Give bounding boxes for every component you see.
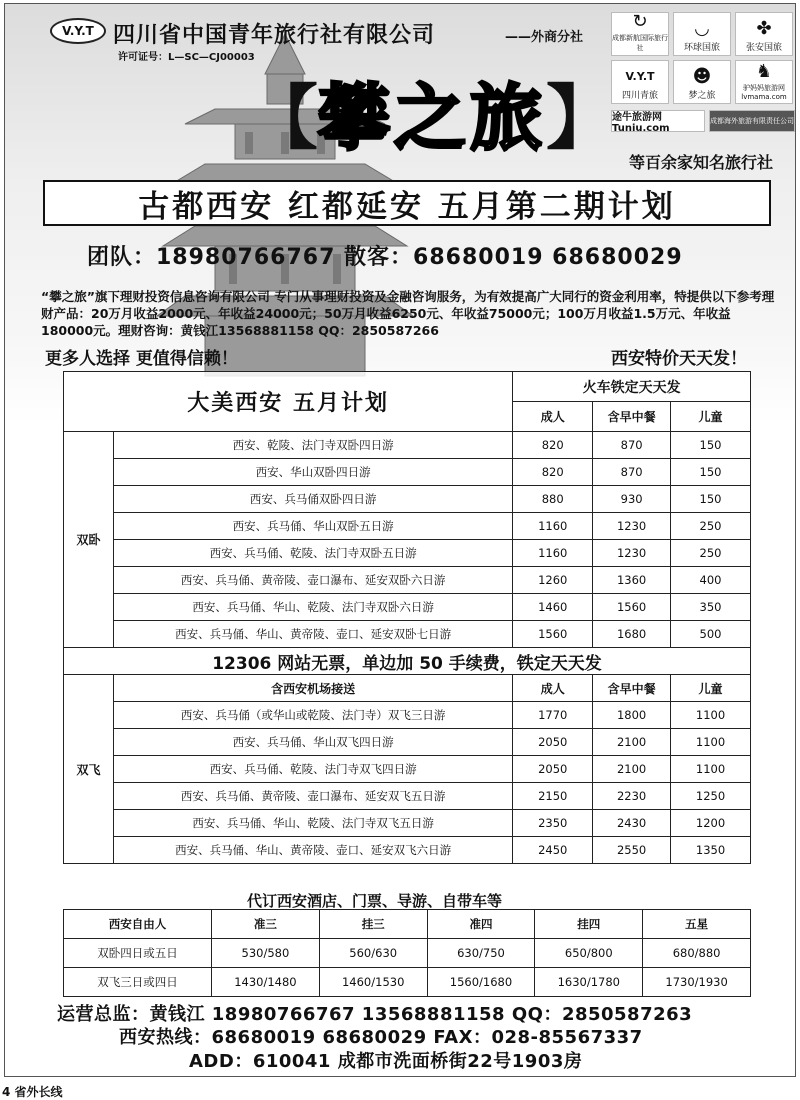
route-cell: 西安、兵马俑（或华山或乾陵、法门寺）双飞三日游: [113, 702, 512, 729]
price-meal: 1230: [593, 513, 671, 540]
hotel-cell: 530/580: [212, 939, 320, 968]
hotel-header-cell: 准四: [427, 910, 535, 939]
company-logo: V.Y.T: [50, 18, 106, 44]
footer-director: 运营总监：黄钱江 18980766767 13568881158 QQ：2850587263: [57, 1004, 693, 1025]
group-label-sleeper: 双卧: [64, 432, 114, 648]
price-child: 500: [671, 621, 751, 648]
panda-icon: ☻: [692, 66, 712, 87]
price-adult: 880: [513, 486, 593, 513]
price-meal: 2430: [593, 810, 671, 837]
page-footer: 4 省外长线: [2, 1085, 63, 1099]
table-title-cell: [64, 372, 513, 432]
hotel-cell: 1630/1780: [535, 968, 643, 997]
table-row: [64, 939, 751, 968]
hotel-header-cell: 准三: [212, 910, 320, 939]
hotel-cell: 560/630: [319, 939, 427, 968]
table-row: [64, 968, 751, 997]
partner-logo-label: 四川青旅: [621, 91, 658, 101]
hotel-header-row: [64, 910, 751, 939]
table-row: [64, 783, 751, 810]
route-cell: 西安、乾陵、法门寺双卧四日游: [113, 432, 512, 459]
table-row: [64, 621, 751, 648]
partner-logo: [611, 60, 669, 104]
route-cell: 西安、兵马俑、华山、黄帝陵、壶口、延安双卧七日游: [113, 621, 512, 648]
col-child: 儿童: [671, 402, 751, 432]
price-adult: 1160: [513, 513, 593, 540]
price-child: 1200: [671, 810, 751, 837]
hotel-header-cell: 西安自由人: [64, 910, 212, 939]
price-adult: 1560: [513, 621, 593, 648]
price-meal: 1360: [593, 567, 671, 594]
hotel-table: [63, 909, 751, 997]
table-row: [64, 567, 751, 594]
price-meal: 2100: [593, 729, 671, 756]
license-number: 许可证号：L—SC—CJ00003: [118, 52, 255, 63]
price-child: 1100: [671, 729, 751, 756]
partner-logo: [735, 60, 793, 104]
hotel-cell: 1560/1680: [427, 968, 535, 997]
brand-word: 攀之旅: [318, 76, 547, 160]
partner-logo: [735, 12, 793, 56]
price-meal: 1230: [593, 540, 671, 567]
plan-title-box: [43, 180, 771, 226]
branch-name: ——外商分社: [505, 30, 584, 45]
price-child: 250: [671, 513, 751, 540]
price-adult: 1770: [513, 702, 593, 729]
price-adult: 820: [513, 459, 593, 486]
route-cell: 西安、兵马俑、华山、乾陵、法门寺双飞五日游: [113, 810, 512, 837]
route-cell: 西安、兵马俑、乾陵、法门寺双卧五日游: [113, 540, 512, 567]
table-row: [64, 513, 751, 540]
hotel-header-cell: 挂三: [319, 910, 427, 939]
footer-hotline: 西安热线：68680019 68680029 FAX：028-85567337: [119, 1027, 643, 1048]
partner-logo-label: 驴妈妈旅游网 lvmama.com: [741, 84, 787, 101]
hotel-cell: 680/880: [643, 939, 751, 968]
route-cell: 西安、兵马俑双卧四日游: [113, 486, 512, 513]
plan-title: 古都西安 红都延安 五月第二期计划: [138, 188, 676, 225]
col-adult-flight: 成人: [513, 675, 593, 702]
col-child-flight: 儿童: [671, 675, 751, 702]
footer-address: ADD：610041 成都市洗面桥街22号1903房: [189, 1051, 583, 1072]
route-cell: 西安、兵马俑、华山、黄帝陵、壶口、延安双飞六日游: [113, 837, 512, 864]
vyt-icon: V.Y.T: [625, 70, 655, 83]
flight-header-route: 含西安机场接送: [113, 675, 512, 702]
slogan-left: 更多人选择 更值得信赖！: [45, 349, 238, 369]
route-cell: 西安、兵马俑、乾陵、法门寺双飞四日游: [113, 756, 512, 783]
slogan-right: 西安特价天天发！: [611, 349, 747, 369]
price-meal: 870: [593, 459, 671, 486]
group-label-flight: 双飞: [64, 675, 114, 864]
table-row: [64, 486, 751, 513]
price-child: 1350: [671, 837, 751, 864]
partner-logo-label: 环球国旅: [683, 43, 720, 53]
partner-logo: [673, 12, 731, 56]
hotel-cell: 650/800: [535, 939, 643, 968]
partner-logo-label: 成都新航国际旅行社: [612, 34, 668, 52]
brand-bracket-close: 】: [546, 77, 617, 159]
table-row: [64, 432, 751, 459]
route-cell: 西安、华山双卧四日游: [113, 459, 512, 486]
hotel-cell: 1460/1530: [319, 968, 427, 997]
price-adult: 1460: [513, 594, 593, 621]
train-header: 火车铁定天天发: [513, 372, 751, 402]
route-cell: 西安、兵马俑、华山、乾陵、法门寺双卧六日游: [113, 594, 512, 621]
partner-logo: [673, 60, 731, 104]
price-meal: 930: [593, 486, 671, 513]
table-row: [64, 729, 751, 756]
price-adult: 1160: [513, 540, 593, 567]
table-row: [64, 837, 751, 864]
table-row: [64, 459, 751, 486]
brand-title: [248, 68, 616, 168]
price-meal: 2100: [593, 756, 671, 783]
agencies-note: 等百余家知名旅行社: [629, 153, 774, 172]
hotel-header-cell: 五星: [643, 910, 751, 939]
price-child: 150: [671, 432, 751, 459]
price-adult: 2150: [513, 783, 593, 810]
partner-logo-label: 张安国旅: [745, 43, 782, 53]
booking-title: 代订西安酒店、门票、导游、自带车等: [247, 892, 503, 910]
price-adult: 2050: [513, 756, 593, 783]
hotel-cell: 630/750: [427, 939, 535, 968]
price-table: [63, 371, 751, 864]
hotel-cell: 双卧四日或五日: [64, 939, 212, 968]
poster: [4, 3, 796, 1077]
price-adult: 2450: [513, 837, 593, 864]
price-adult: 2350: [513, 810, 593, 837]
tuniu-logo: 途牛旅游网 Tuniu.com: [611, 110, 705, 132]
price-adult: 820: [513, 432, 593, 459]
hotel-header-cell: 挂四: [535, 910, 643, 939]
price-adult: 1260: [513, 567, 593, 594]
price-meal: 870: [593, 432, 671, 459]
price-meal: 2230: [593, 783, 671, 810]
price-child: 400: [671, 567, 751, 594]
price-child: 150: [671, 486, 751, 513]
price-meal: 2550: [593, 837, 671, 864]
route-cell: 西安、兵马俑、华山双卧五日游: [113, 513, 512, 540]
ticket-notice: 12306 网站无票，单边加 50 手续费，铁定天天发: [64, 648, 751, 675]
price-child: 1250: [671, 783, 751, 810]
hotel-cell: 1730/1930: [643, 968, 751, 997]
price-child: 350: [671, 594, 751, 621]
brand-bracket-open: 【: [248, 77, 318, 159]
donkey-icon: ♞: [755, 61, 773, 82]
swoosh-icon: ◡: [694, 18, 710, 39]
price-child: 250: [671, 540, 751, 567]
price-meal: 1680: [593, 621, 671, 648]
table-row: [64, 756, 751, 783]
swirl-icon: ↻: [632, 11, 648, 32]
route-cell: 西安、兵马俑、黄帝陵、壶口瀑布、延安双卧六日游: [113, 567, 512, 594]
col-meal: 含早中餐: [593, 402, 671, 432]
partner-logo-label: 梦之旅: [688, 91, 716, 101]
chengdu-overseas-logo: 成都海外旅游有限责任公司: [709, 110, 795, 132]
price-child: 1100: [671, 702, 751, 729]
route-cell: 西安、兵马俑、华山双飞四日游: [113, 729, 512, 756]
price-meal: 1800: [593, 702, 671, 729]
finance-paragraph: “攀之旅”旗下理财投资信息咨询有限公司 专门从事理财投资及金融咨询服务，为有效提高广大同行的资金利用率，特提供以下参考理财产品：20万月收益2000元、年收益24000元；50万月收益6250元、年收益75000元；100万月收益1.5万元、年收益180000元。理财咨询：黄钱江13568881158 QQ：2850587266: [41, 289, 775, 338]
table-row: [64, 540, 751, 567]
table-row: [64, 594, 751, 621]
contact-numbers: 团队：18980766767 散客：68680019 68680029: [87, 245, 683, 270]
butterfly-icon: ✤: [756, 18, 772, 39]
hotel-cell: 双飞三日或四日: [64, 968, 212, 997]
route-cell: 西安、兵马俑、黄帝陵、壶口瀑布、延安双飞五日游: [113, 783, 512, 810]
hotel-cell: 1430/1480: [212, 968, 320, 997]
partner-logo: [611, 12, 669, 56]
price-child: 1100: [671, 756, 751, 783]
table-title: 大美西安 五月计划: [187, 391, 389, 416]
company-name: 四川省中国青年旅行社有限公司: [113, 23, 436, 48]
price-meal: 1560: [593, 594, 671, 621]
col-adult: 成人: [513, 402, 593, 432]
table-row: [64, 810, 751, 837]
price-child: 150: [671, 459, 751, 486]
price-adult: 2050: [513, 729, 593, 756]
table-row: [64, 702, 751, 729]
col-meal-flight: 含早中餐: [593, 675, 671, 702]
